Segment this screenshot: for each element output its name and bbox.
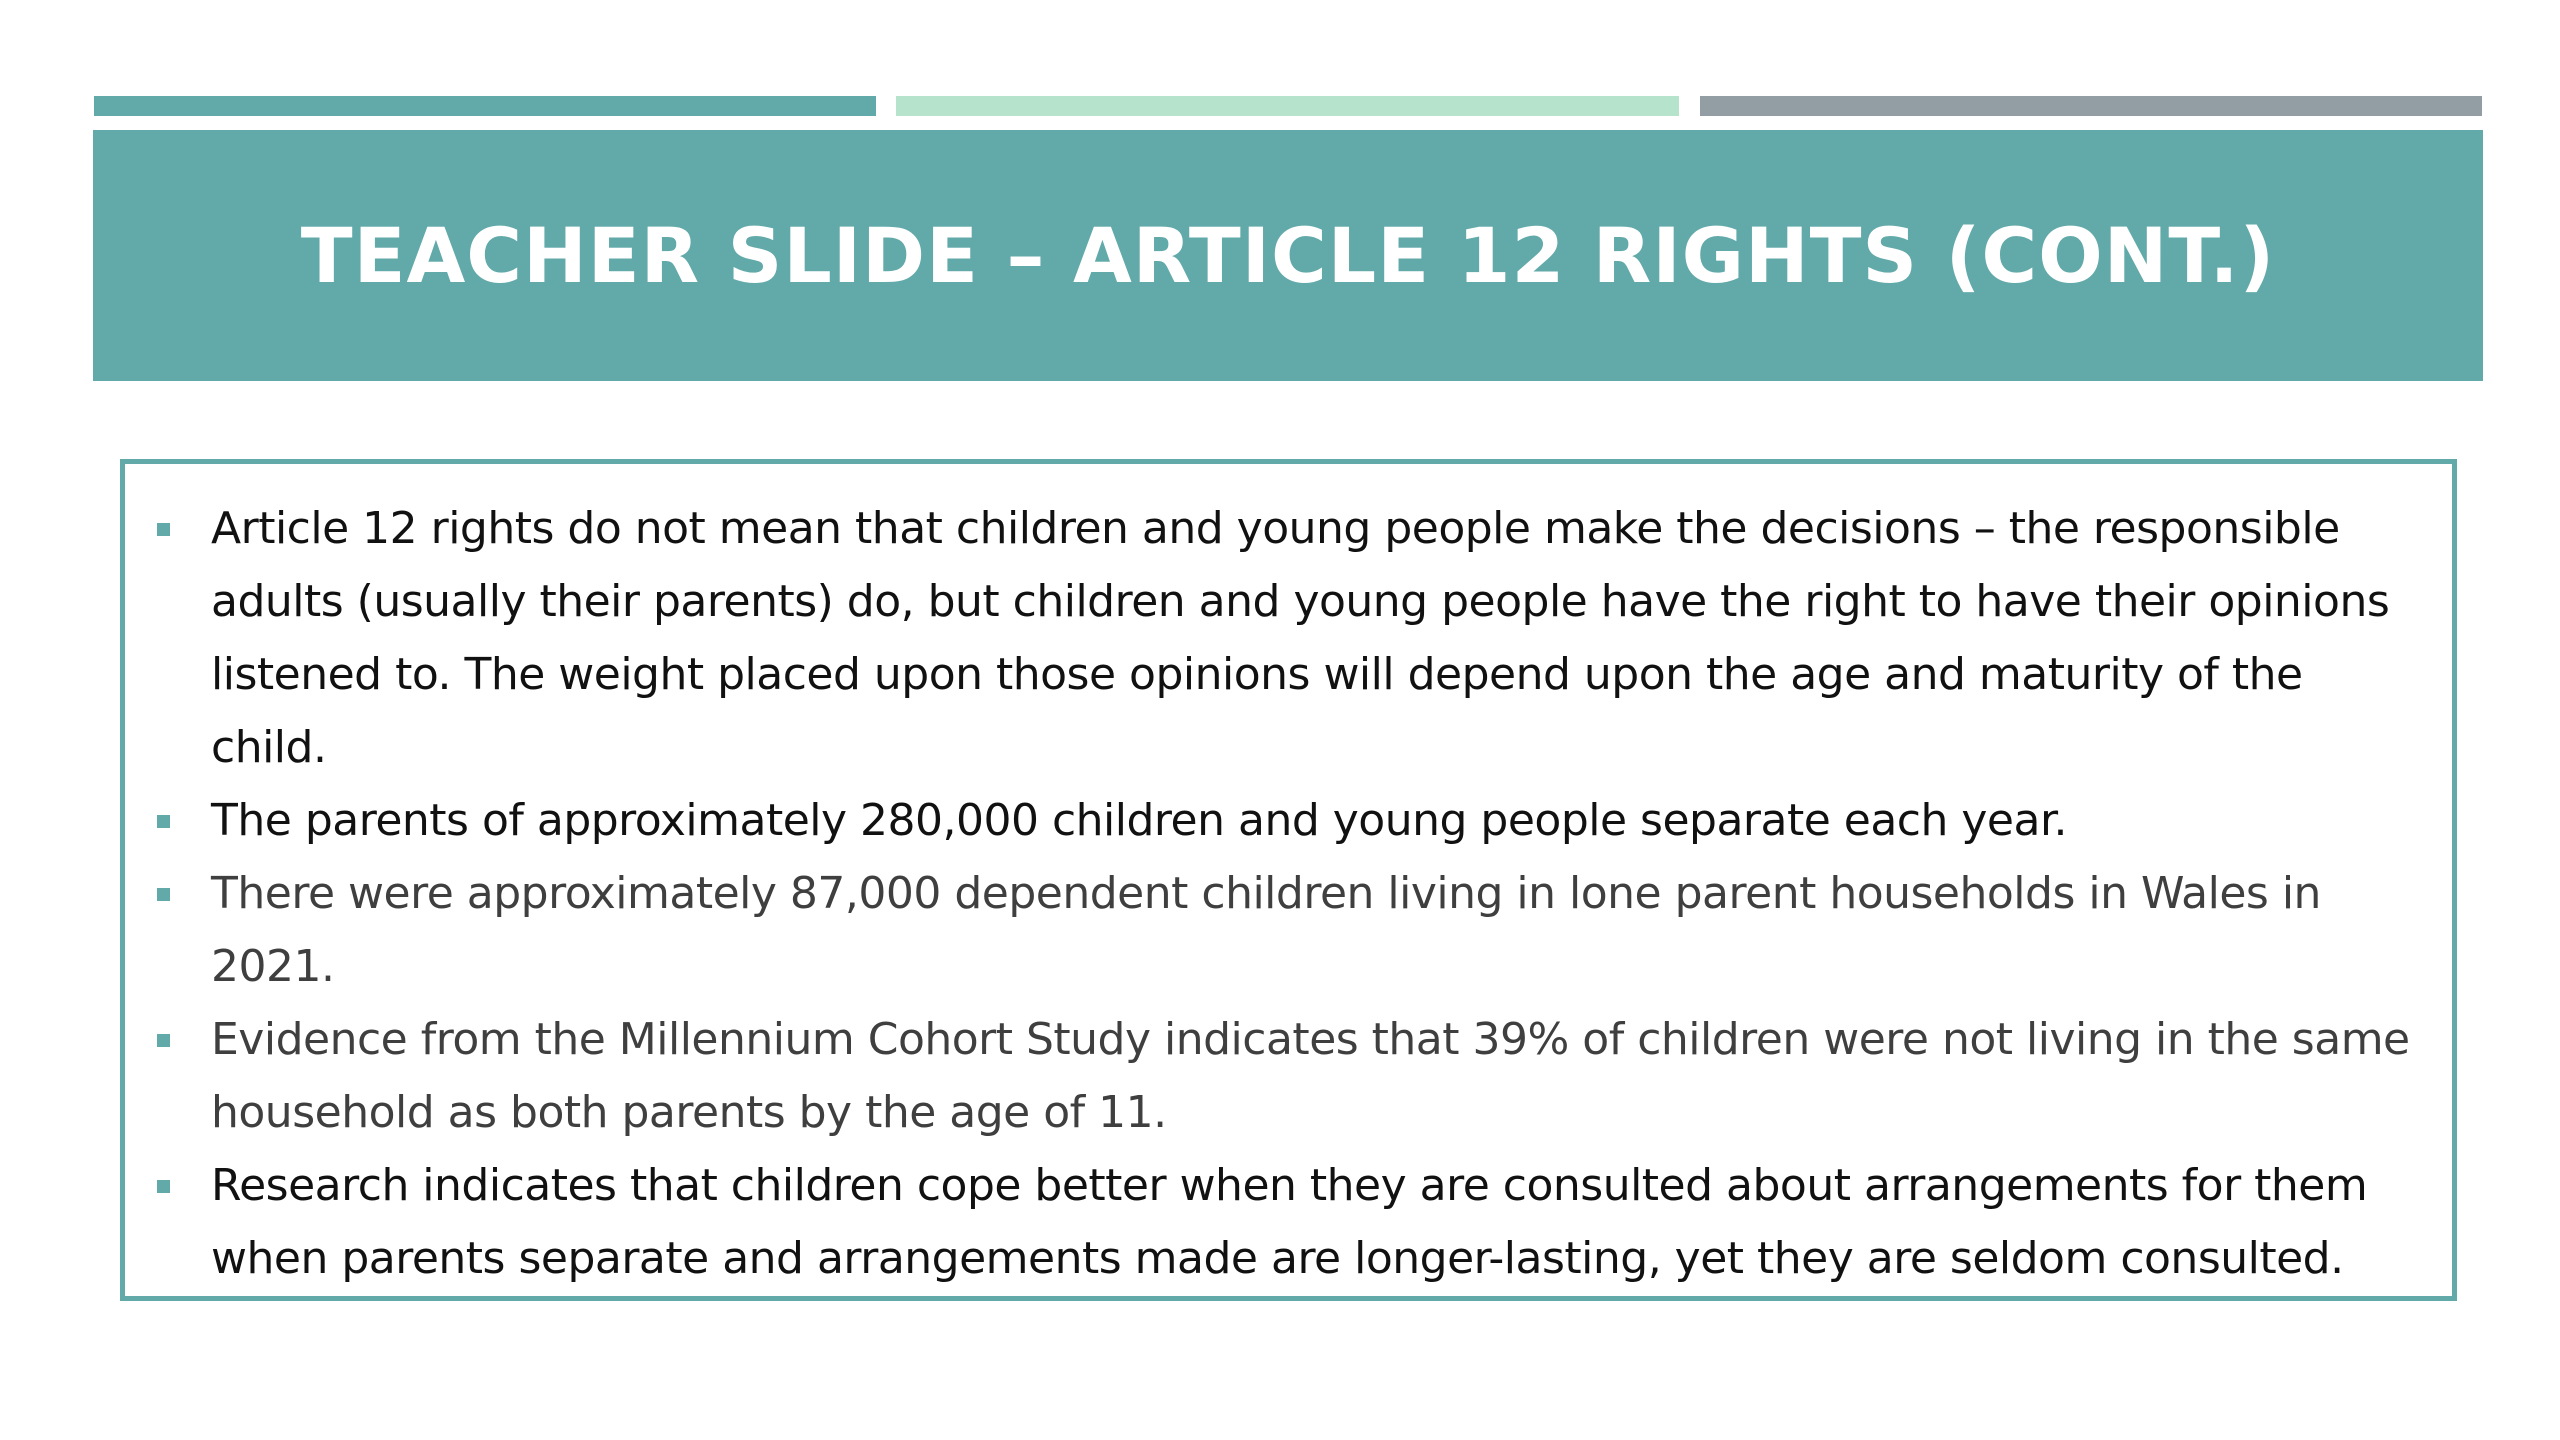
bullet-text: Article 12 rights do not mean that children and young people make the decisions – the responsible adults (usually their parents) do, but children and young people have the right to have their opinions listened to. The weight placed upon those opinions will depend upon the age and maturity of the child.	[211, 503, 2390, 773]
bullet-item	[145, 1149, 2428, 1295]
content-box	[120, 459, 2457, 1301]
square-bullet-icon	[157, 815, 170, 828]
square-bullet-icon	[157, 1180, 170, 1193]
bullet-text: Evidence from the Millennium Cohort Study indicates that 39% of children were not living in the same household as both parents by the age of 11.	[211, 1014, 2410, 1138]
bullet-item	[145, 1003, 2428, 1149]
bullet-item	[145, 492, 2428, 784]
bullet-item	[145, 857, 2428, 1003]
bullet-text: There were approximately 87,000 dependent children living in lone parent households in Wales in 2021.	[211, 868, 2321, 992]
accent-bar-2	[896, 96, 1679, 116]
accent-bar-1	[94, 96, 876, 116]
slide-title: TEACHER SLIDE – ARTICLE 12 RIGHTS (CONT.)	[300, 211, 2276, 300]
title-band	[93, 130, 2483, 381]
bullet-text: The parents of approximately 280,000 children and young people separate each year.	[211, 795, 2067, 846]
accent-bar-3	[1700, 96, 2482, 116]
square-bullet-icon	[157, 888, 170, 901]
square-bullet-icon	[157, 523, 170, 536]
bullet-text: Research indicates that children cope better when they are consulted about arrangements for them when parents separate and arrangements made are longer-lasting, yet they are seldom consulted.	[211, 1160, 2368, 1284]
square-bullet-icon	[157, 1034, 170, 1047]
bullet-list	[145, 492, 2428, 1295]
bullet-item	[145, 784, 2428, 857]
